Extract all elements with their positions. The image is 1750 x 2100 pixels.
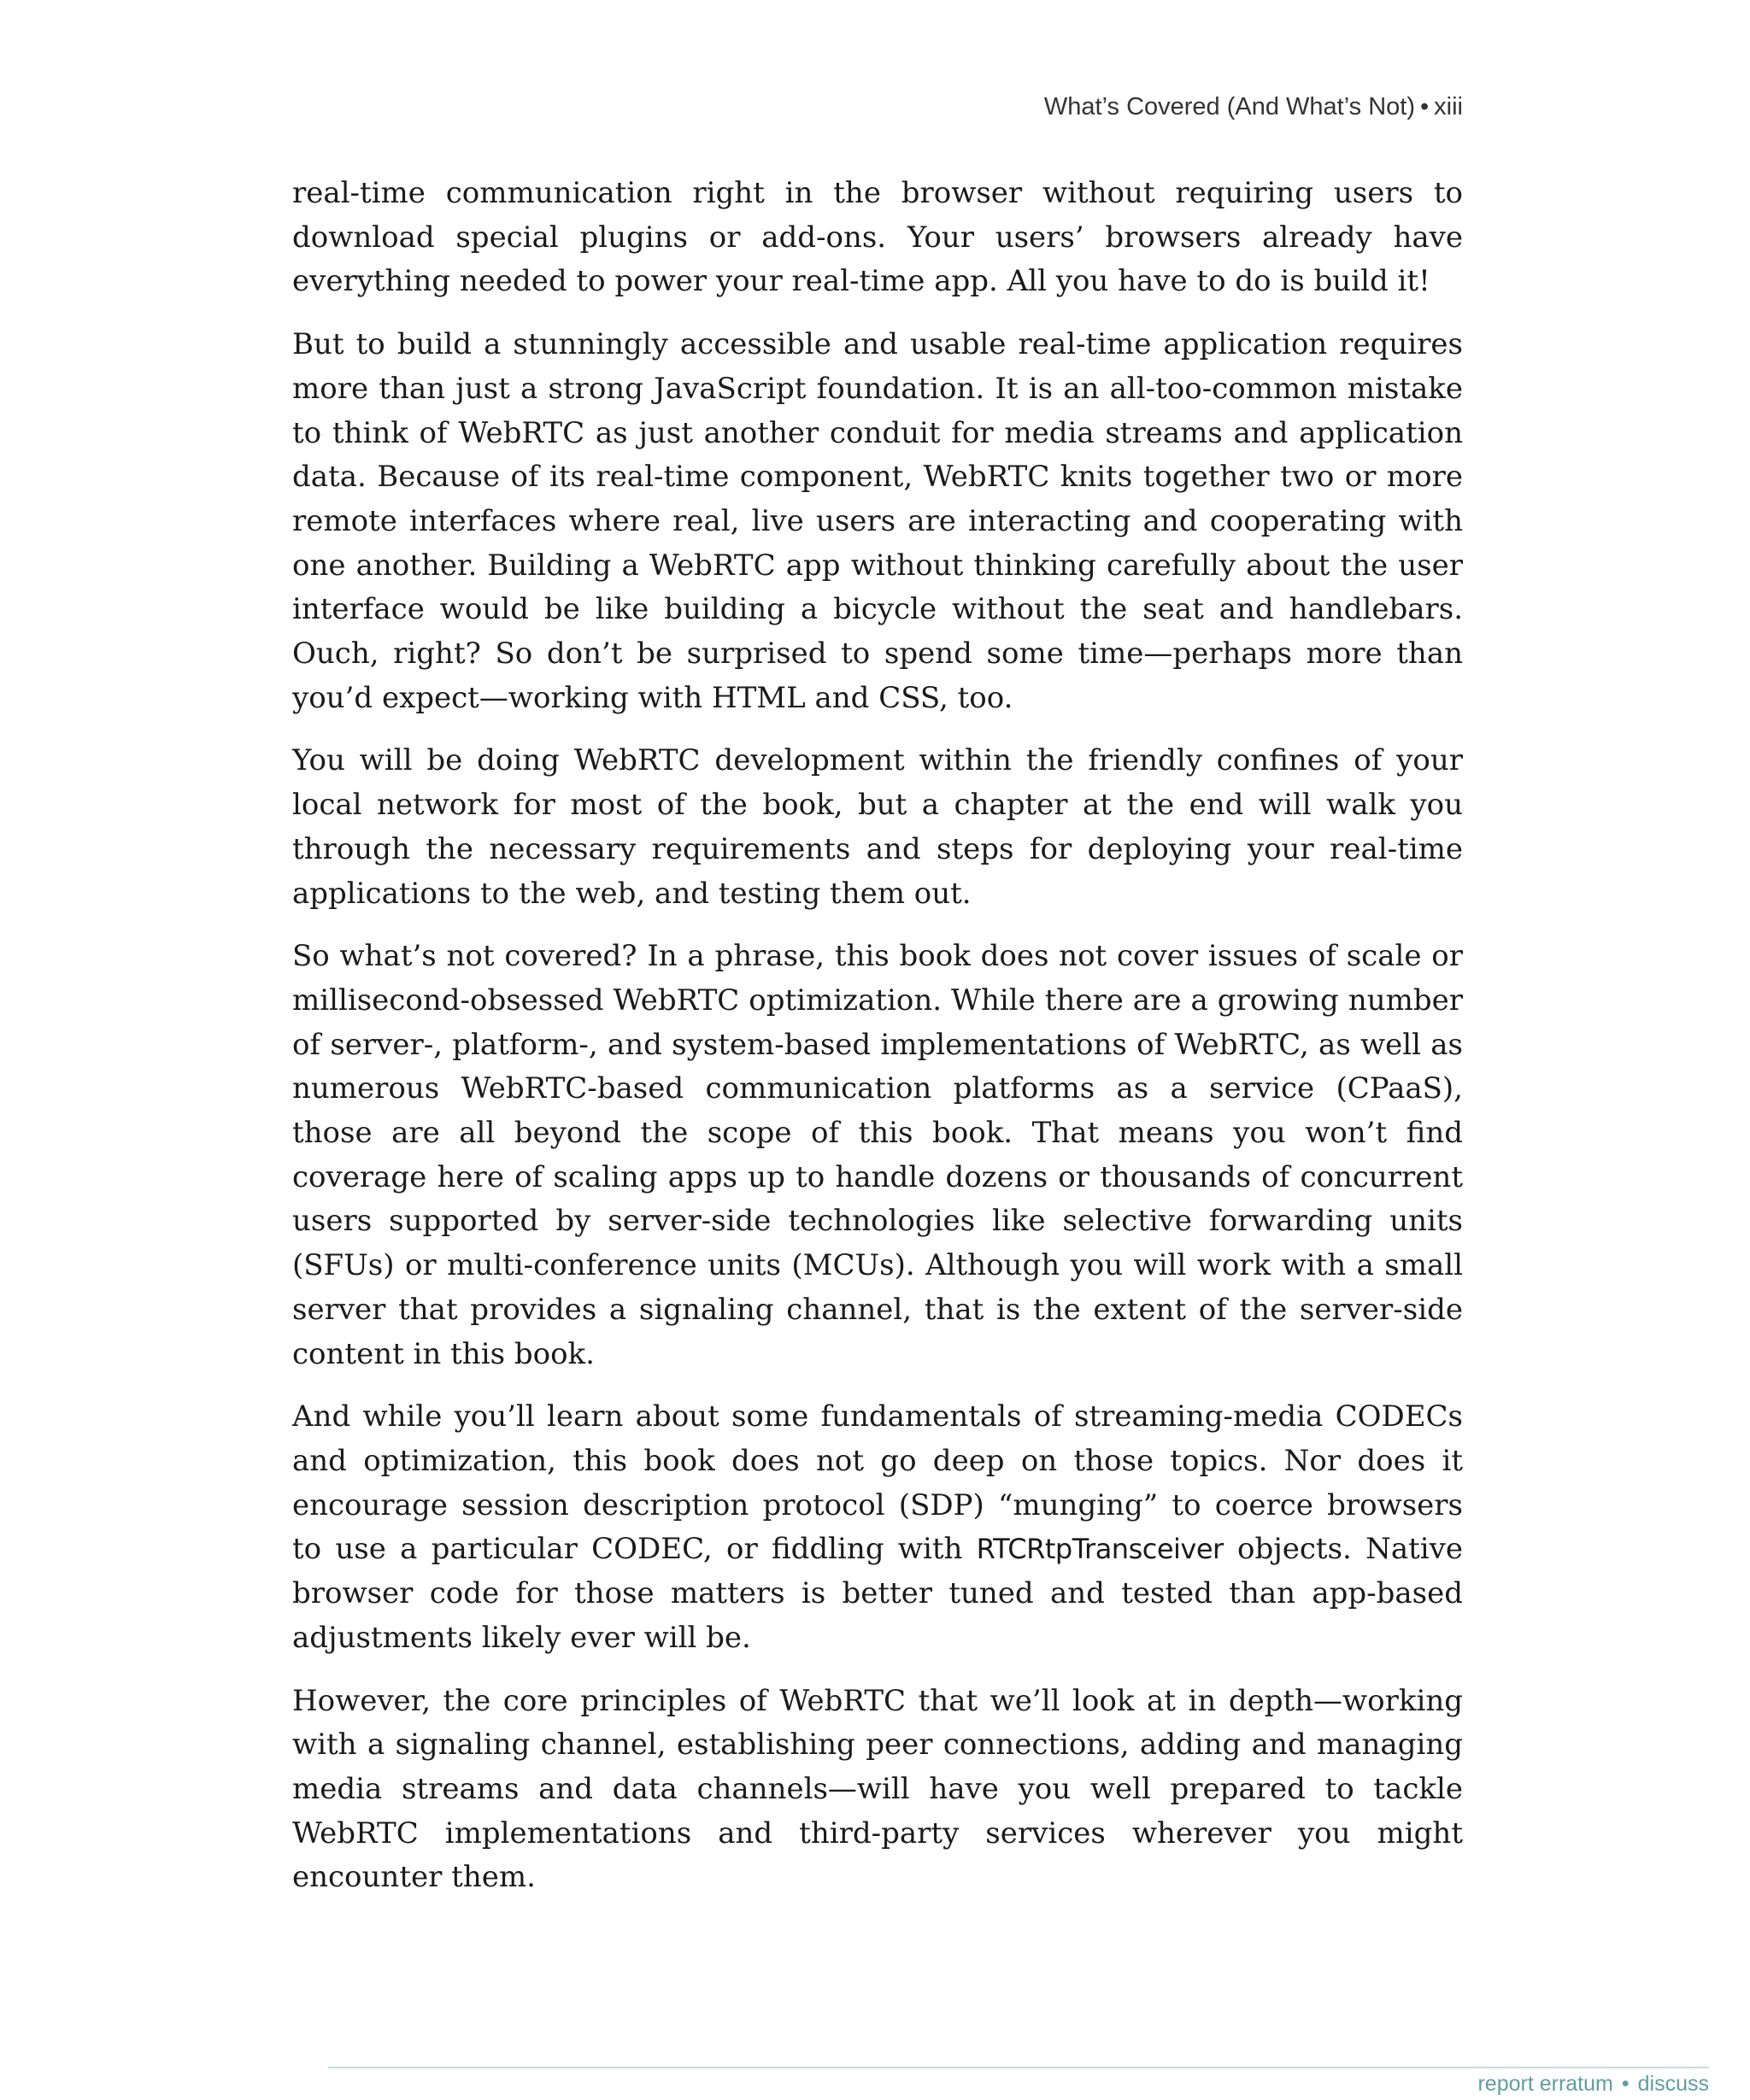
discuss-link[interactable]: discuss — [1637, 2072, 1709, 2096]
footer-divider — [328, 2067, 1709, 2068]
footer-links — [1477, 2069, 1709, 2098]
paragraph-1: real-time communication right in the browser without requiring users to download special plugins or add-ons. Your users’ browsers already have everything needed to power your real-time app. All you have to do is build it! — [292, 176, 1463, 299]
code-rtcrtptransceiver: RTCRtpTransceiver — [976, 1533, 1224, 1566]
paragraph-5 — [292, 1395, 1463, 1660]
page-number: xiii — [1434, 93, 1463, 120]
body-text — [292, 172, 1463, 1919]
report-erratum-link[interactable]: report erratum — [1477, 2072, 1613, 2096]
section-title: What’s Covered (And What’s Not) — [1043, 93, 1415, 120]
paragraph-2: But to build a stunningly accessible and usable real-time application requires more than just a strong JavaScript foundation. It is an all-too-common mistake to think of WebRTC as just another conduit for media streams and application data. Because of its real-time component, WebRTC knits together two or more remote interfaces where real, live users are interacting and cooperating with one another. Building a WebRTC app without thinking carefully about the user interface would be like building a bicycle without the seat and handlebars. Ouch, right? So don’t be surprised to spend some time—perhaps more than you’d expect—working with HTML and CSS, too. — [292, 327, 1463, 715]
paragraph-5-text-after: objects. Native browser code for those matters is better tuned and tested than app-based adjustments likely ever will be. — [292, 1532, 1463, 1655]
footer-separator: • — [1621, 2072, 1630, 2096]
paragraph-5-text-before: And while you’ll learn about some fundamentals of streaming-media CODECs and optimization, this book does not go deep on those topics. Nor does it encourage session description protocol (SDP) “munging” to coerce browsers to use a particular CODEC, or fiddling with — [292, 1399, 1463, 1567]
paragraph-3: You will be doing WebRTC development within the friendly confines of your local network for most of the book, but a chapter at the end will walk you through the necessary requirements and steps for deploying your real-time applications to the web, and testing them out. — [292, 743, 1463, 911]
paragraph-6: However, the core principles of WebRTC that we’ll look at in depth—working with a signaling channel, establishing peer connections, adding and managing media streams and data channels—will have you well prepared to tackle WebRTC implementations and third-party services wherever you might encounter them. — [292, 1683, 1463, 1895]
header-separator: • — [1420, 93, 1430, 120]
running-header — [292, 85, 1463, 128]
paragraph-4: So what’s not covered? In a phrase, this book does not cover issues of scale or millisecond-obsessed WebRTC optimization. While there are a growing number of server-, platform-, and system-based implementations of WebRTC, as well as numerous WebRTC-based communication platforms as a service (CPaaS), those are all beyond the scope of this book. That means you won’t find coverage here of scaling apps up to handle dozens or thousands of concurrent users supported by server-side technologies like selective forwarding units (SFUs) or multi-conference units (MCUs). Although you will work with a small server that provides a signaling channel, that is the extent of the server-side content in this book. — [292, 939, 1463, 1371]
